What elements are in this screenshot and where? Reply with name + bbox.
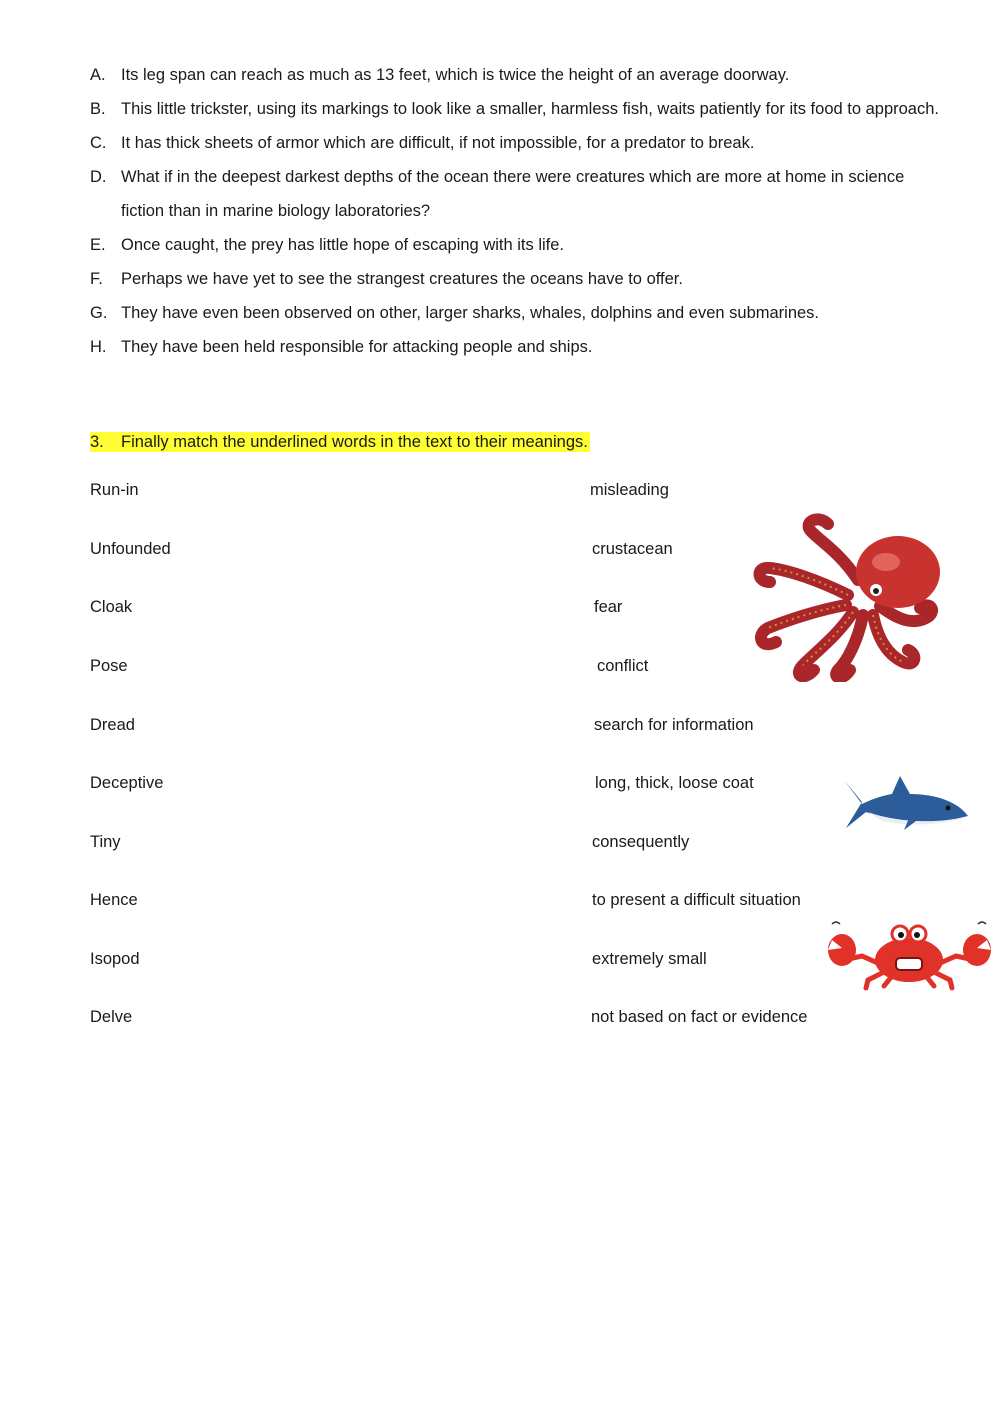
match-meaning[interactable]: search for information [594,716,754,734]
match-word[interactable]: Tiny [90,833,121,851]
sentence-item [90,126,940,160]
sentence-letter: F. [90,270,103,288]
sentence-item [90,92,940,126]
task-text: Finally match the underlined words in the text to their meanings. [121,433,588,451]
match-word[interactable]: Unfounded [90,540,171,558]
match-meaning[interactable]: conflict [597,657,649,675]
crab-illustration [822,920,997,992]
octopus-illustration [748,510,943,682]
match-word[interactable]: Cloak [90,598,133,616]
match-word[interactable]: Pose [90,657,128,675]
sentence-letter: A. [90,66,106,84]
sentence-text: Its leg span can reach as much as 13 feet, which is twice the height of an average doorway. [121,66,790,84]
sentence-text: What if in the deepest darkest depths of the ocean there were creatures which are more at home in science fiction than in marine biology laboratories? [121,168,905,220]
sentence-text: Perhaps we have yet to see the strangest creatures the oceans have to offer. [121,270,683,288]
sentence-letter: G. [90,304,108,322]
sentence-item [90,58,940,92]
match-meaning[interactable]: extremely small [592,950,707,968]
task-highlight [90,432,590,452]
task-number: 3. [90,433,104,451]
sentence-list [90,58,940,364]
match-meaning[interactable]: misleading [590,481,669,499]
sentence-text: Once caught, the prey has little hope of escaping with its life. [121,236,565,254]
sentence-letter: B. [90,100,106,118]
sentence-text: They have even been observed on other, larger sharks, whales, dolphins and even submarines. [121,304,820,322]
match-word[interactable]: Dread [90,716,135,734]
sentence-letter: C. [90,134,107,152]
sentence-letter: D. [90,168,107,186]
match-meaning[interactable]: not based on fact or evidence [591,1008,808,1026]
sentence-text: They have been held responsible for attacking people and ships. [121,338,593,356]
match-meaning[interactable]: to present a difficult situation [592,891,801,909]
sentence-item [90,330,940,364]
sentence-letter: H. [90,338,107,356]
sentence-item [90,296,940,330]
match-word[interactable]: Delve [90,1008,133,1026]
match-word[interactable]: Run-in [90,481,139,499]
sentence-item [90,262,940,296]
match-word[interactable]: Isopod [90,950,140,968]
match-meaning[interactable]: fear [594,598,623,616]
match-meaning[interactable]: crustacean [592,540,673,558]
match-word[interactable]: Deceptive [90,774,164,792]
match-meaning[interactable]: long, thick, loose coat [595,774,754,792]
sentence-item [90,228,940,262]
shark-illustration [840,772,970,834]
match-meaning[interactable]: consequently [592,833,690,851]
sentence-text: This little trickster, using its markings to look like a smaller, harmless fish, waits patiently for its food to approach. [121,100,939,118]
sentence-letter: E. [90,236,106,254]
sentence-text: It has thick sheets of armor which are difficult, if not impossible, for a predator to break. [121,134,755,152]
sentence-item [90,160,940,228]
task-heading [90,430,590,454]
match-word[interactable]: Hence [90,891,138,909]
